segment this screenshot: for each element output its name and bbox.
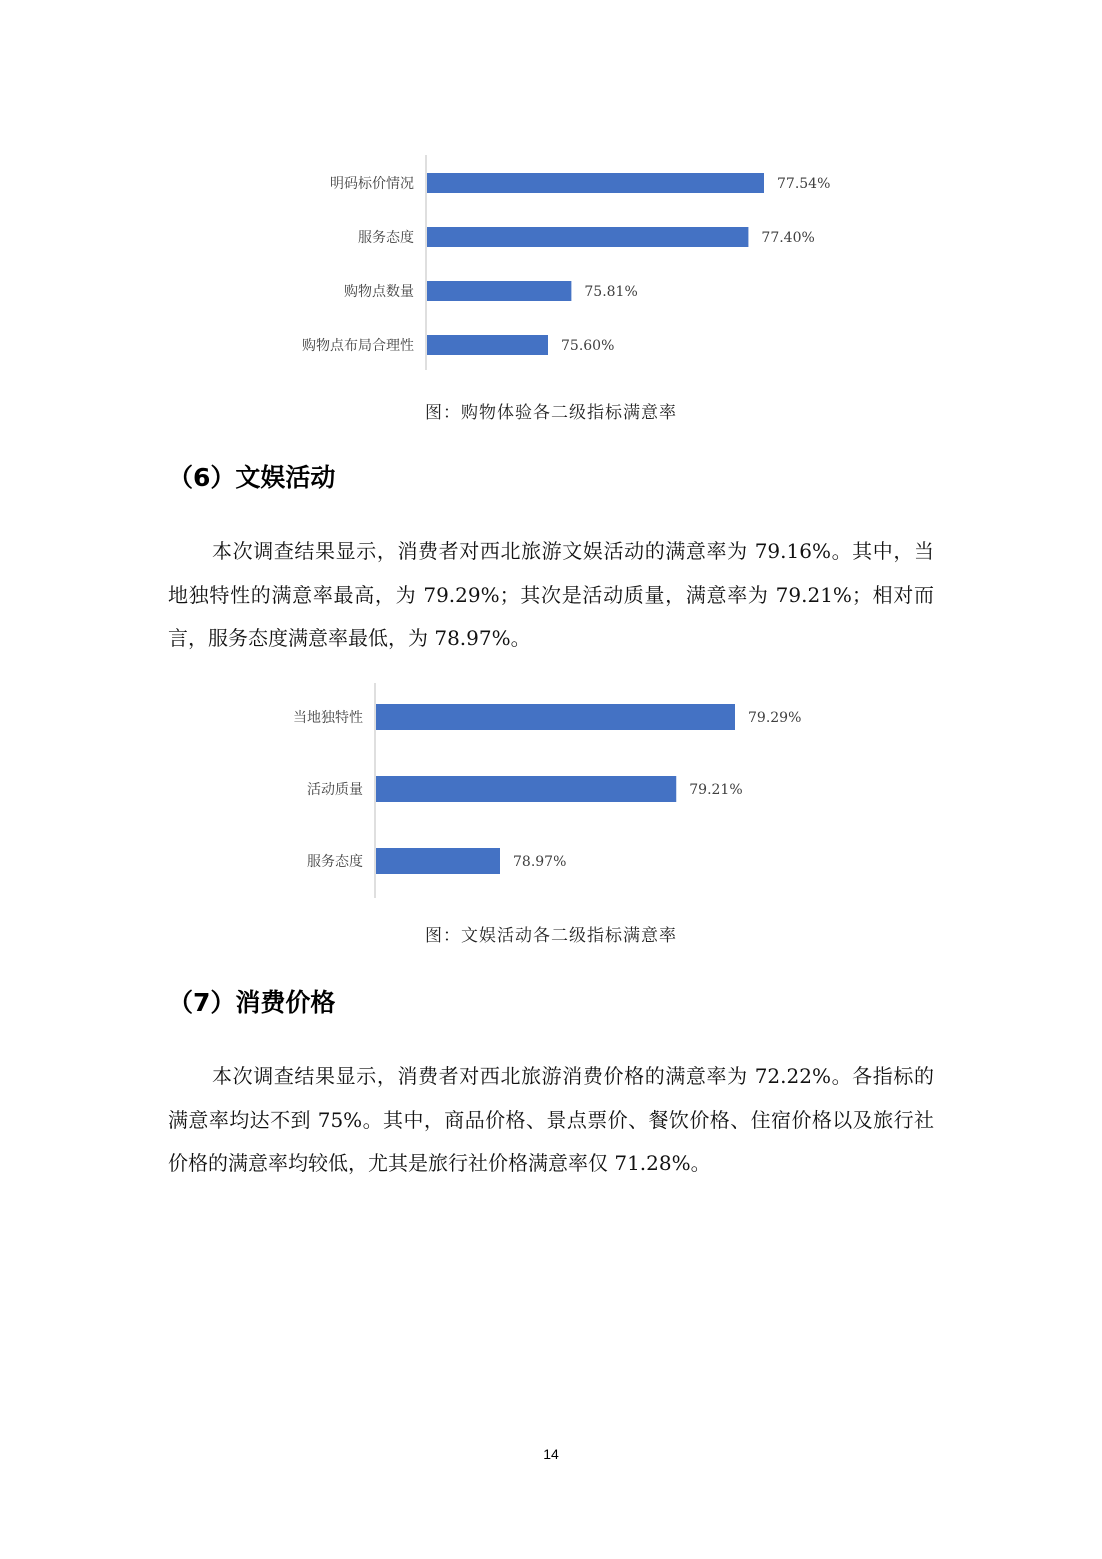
chart1-value-label: 77.40%	[761, 230, 815, 246]
section-7-paragraph	[168, 1055, 934, 1186]
chart2-value-label: 78.97%	[513, 854, 567, 870]
chart1-category-label: 购物点布局合理性	[302, 338, 414, 354]
chart1-value-label: 75.81%	[584, 284, 638, 300]
chart1-bar	[427, 281, 571, 301]
section-7-heading: （7）消费价格	[168, 988, 336, 1017]
chart2-category-label: 服务态度	[307, 854, 363, 870]
section-6-text: 本次调查结果显示，消费者对西北旅游文娱活动的满意率为 79.16%。其中，当地独特性的满意率最高，为 79.29%；其次是活动质量，满意率为 79.21%；相对而言，服务态度满意率最低，为 78.97%。	[168, 539, 934, 650]
section-7-text: 本次调查结果显示，消费者对西北旅游消费价格的满意率为 72.22%。各指标的满意率均达不到 75%。其中，商品价格、景点票价、餐饮价格、住宿价格以及旅行社价格的满意率均较低，尤其是旅行社价格满意率仅 71.28%。	[168, 1064, 934, 1175]
chart2-bar	[376, 848, 500, 874]
chart2-value-label: 79.21%	[689, 782, 743, 798]
page-number: 14	[543, 1446, 559, 1462]
chart1-caption: 图：购物体验各二级指标满意率	[425, 403, 677, 423]
chart1-bar	[427, 227, 748, 247]
chart2-value-label: 79.29%	[748, 710, 802, 726]
shopping-experience-chart	[270, 150, 830, 375]
chart1-category-label: 服务态度	[358, 230, 414, 246]
chart1-category-label: 明码标价情况	[330, 176, 414, 192]
chart2-caption: 图：文娱活动各二级指标满意率	[425, 926, 677, 946]
section-6-paragraph	[168, 530, 934, 661]
chart1-value-label: 75.60%	[561, 338, 615, 354]
chart1-bar	[427, 173, 764, 193]
entertainment-activities-chart	[270, 678, 830, 903]
chart2-bar	[376, 776, 676, 802]
chart2-category-label: 活动质量	[307, 782, 363, 798]
chart1-bar	[427, 335, 548, 355]
chart2-bar	[376, 704, 735, 730]
chart1-value-label: 77.54%	[777, 176, 830, 192]
section-6-heading: （6）文娱活动	[168, 463, 336, 492]
shopping-experience-chart-svg	[270, 150, 830, 375]
chart2-category-label: 当地独特性	[293, 710, 363, 726]
chart1-category-label: 购物点数量	[344, 284, 414, 300]
entertainment-activities-chart-svg	[270, 678, 830, 903]
